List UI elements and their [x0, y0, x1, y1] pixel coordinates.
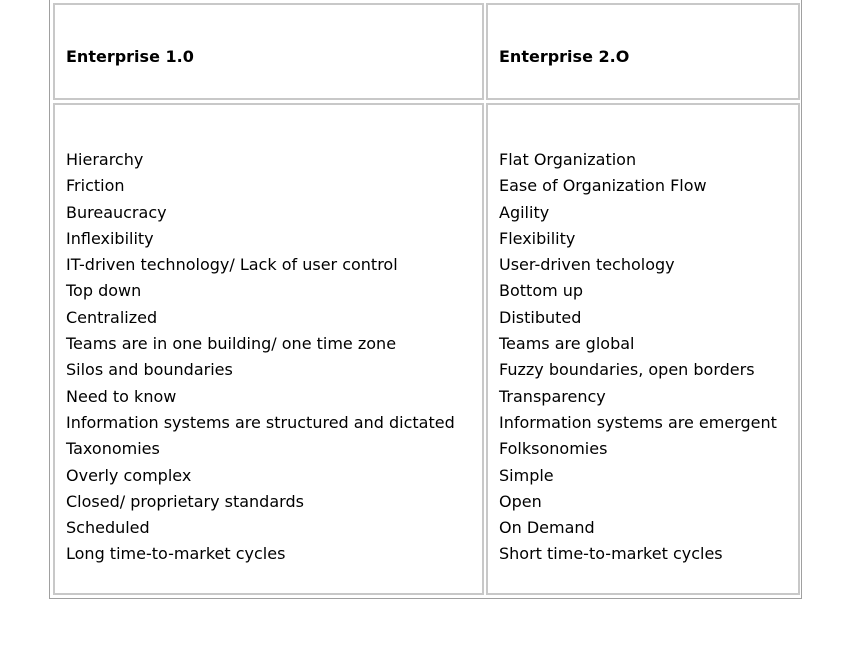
list-item: Distibuted [499, 307, 582, 327]
list-item: Transparency [499, 386, 606, 406]
comparison-table [49, 0, 802, 599]
list-item: Ease of Organization Flow [499, 176, 707, 196]
list-item: Teams are in one building/ one time zone [66, 334, 397, 354]
list-item: Silos and boundaries [66, 360, 233, 380]
list-item: Simple [499, 465, 554, 485]
list-item: Overly complex [66, 465, 192, 485]
body-cell-enterprise-2-0 [486, 103, 800, 595]
column-heading-enterprise-1-0: Enterprise 1.0 [66, 47, 194, 66]
list-item: Long time-to-market cycles [66, 544, 286, 564]
list-item: Information systems are structured and dictated [66, 412, 455, 432]
list-item: Top down [66, 281, 142, 301]
list-item: Folksonomies [499, 439, 608, 459]
list-item: Flexibility [499, 228, 576, 248]
list-item: Inflexibility [66, 228, 154, 248]
list-item: Scheduled [66, 518, 150, 538]
list-item: Need to know [66, 386, 177, 406]
list-item: Open [499, 491, 542, 511]
list-item: Taxonomies [66, 439, 160, 459]
list-item: Flat Organization [499, 150, 637, 169]
enterprise-2-0-list [499, 147, 777, 568]
list-item: Short time-to-market cycles [499, 544, 723, 564]
list-item: On Demand [499, 518, 595, 538]
list-item: Bottom up [499, 281, 584, 301]
list-item: Agility [499, 202, 550, 222]
column-heading-enterprise-2-0: Enterprise 2.O [499, 47, 630, 66]
list-item: User-driven techology [499, 255, 675, 275]
enterprise-1-0-list [66, 147, 455, 568]
header-cell-enterprise-2-0 [486, 3, 800, 100]
list-item: Teams are global [499, 334, 635, 354]
list-item: Friction [66, 176, 125, 196]
list-item: Hierarchy [66, 150, 144, 169]
body-cell-enterprise-1-0 [53, 103, 484, 595]
header-cell-enterprise-1-0 [53, 3, 484, 100]
list-item: Information systems are emergent [499, 412, 777, 432]
list-item: Bureaucracy [66, 202, 167, 222]
list-item: IT-driven technology/ Lack of user control [66, 255, 398, 275]
list-item: Closed/ proprietary standards [66, 491, 304, 511]
list-item: Fuzzy boundaries, open borders [499, 360, 755, 380]
list-item: Centralized [66, 307, 158, 327]
